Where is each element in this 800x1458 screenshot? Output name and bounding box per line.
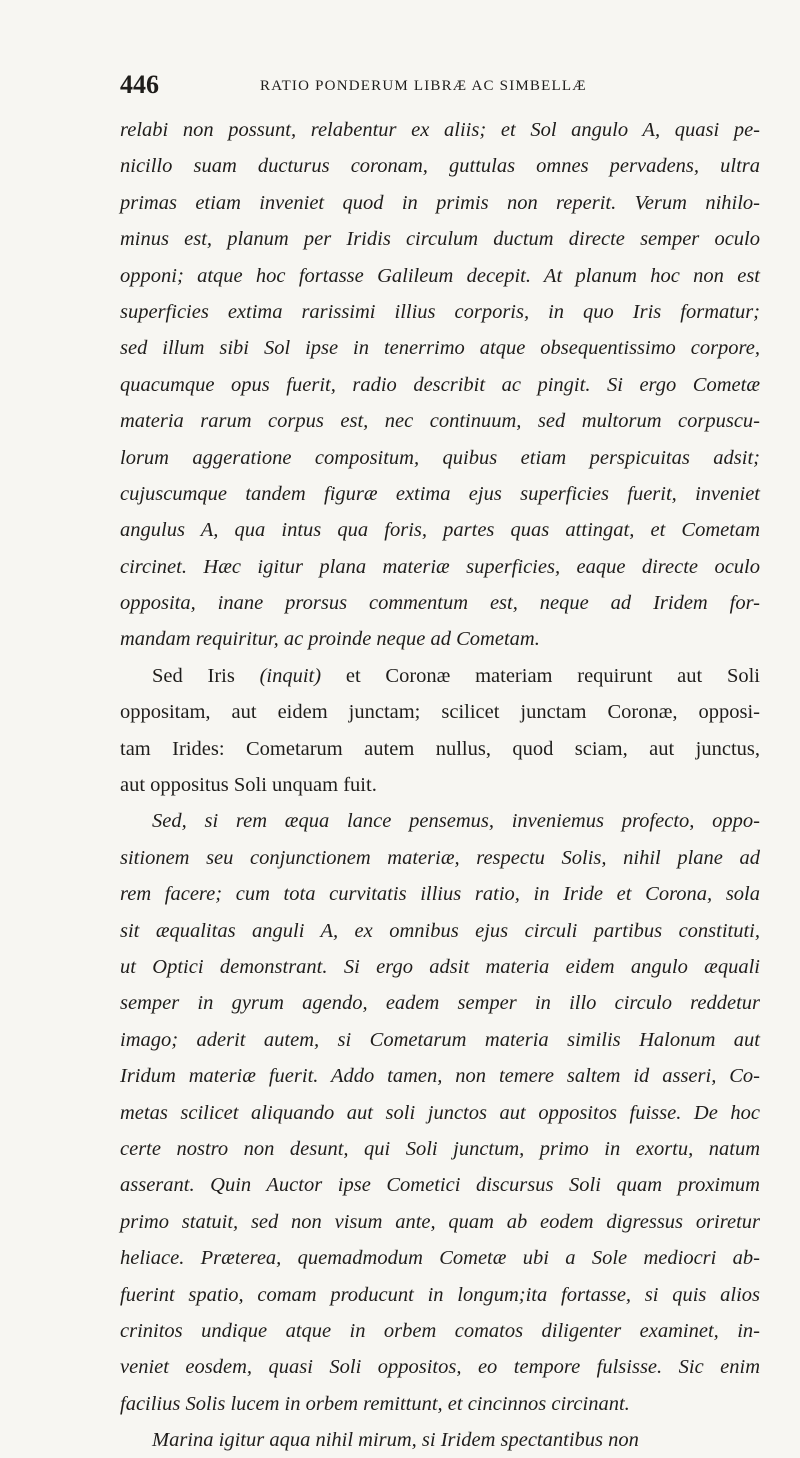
- text-line: crinitos undique atque in orbem comatos diligenter examinet, in-: [120, 1319, 760, 1342]
- text-line: oppositam, aut eidem junctam; scilicet junctam Coronæ, opposi-: [120, 701, 760, 724]
- text-line: ut Optici demonstrant. Si ergo adsit materia eidem angulo æquali: [120, 955, 760, 978]
- text-line: angulus A, qua intus qua foris, partes quas attingat, et Cometam: [120, 519, 760, 542]
- body-text: [120, 112, 760, 1458]
- page-header: [120, 70, 760, 102]
- text-line: aut oppositus Soli unquam fuit.: [120, 774, 377, 797]
- text-line: heliace. Præterea, quemadmodum Cometæ ubi a Sole mediocri ab-: [120, 1247, 760, 1270]
- text-line: nicillo suam ducturus coronam, guttulas omnes pervadens, ultra: [120, 155, 760, 178]
- text-line: Iridum materiæ fuerit. Addo tamen, non temere saltem id asseri, Co-: [120, 1065, 760, 1088]
- text-line: circinet. Hæc igitur plana materiæ superficies, eaque directe oculo: [120, 555, 760, 578]
- text-span: (inquit): [259, 664, 322, 687]
- text-line: metas scilicet aliquando aut soli junctos aut oppositos fuisse. De hoc: [120, 1101, 760, 1124]
- text-line: semper in gyrum agendo, eadem semper in illo circulo reddetur: [120, 992, 760, 1015]
- text-line: mandam requiritur, ac proinde neque ad Cometam.: [120, 628, 540, 651]
- text-line: minus est, planum per Iridis circulum ductum directe semper oculo: [120, 228, 760, 251]
- text-line: veniet eosdem, quasi Soli oppositos, eo tempore fulsisse. Sic enim: [120, 1356, 760, 1379]
- text-line: primo statuit, sed non visum ante, quam ab eodem digressus oriretur: [120, 1210, 760, 1233]
- text-line: primas etiam inveniet quod in primis non reperit. Verum nihilo-: [120, 191, 760, 214]
- text-line: rem facere; cum tota curvitatis illius ratio, in Iride et Corona, sola: [120, 883, 760, 906]
- text-line: cujuscumque tandem figuræ extima ejus superficies fuerit, inveniet: [120, 482, 760, 505]
- text-line: certe nostro non desunt, qui Soli junctum, primo in exortu, natum: [120, 1137, 760, 1160]
- text-line: fuerint spatio, comam producunt in longum;ita fortasse, si quis alios: [120, 1283, 760, 1306]
- text-line: sitionem seu conjunctionem materiæ, respectu Solis, nihil plane ad: [120, 846, 760, 869]
- text-line: asserant. Quin Auctor ipse Cometici discursus Soli quam proximum: [120, 1174, 760, 1197]
- text-line: opponi; atque hoc fortasse Galileum decepit. At planum hoc non est: [120, 264, 760, 287]
- text-line: facilius Solis lucem in orbem remittunt, et cincinnos circinant.: [120, 1392, 630, 1415]
- text-line: [120, 658, 760, 694]
- text-line: tam Irides: Cometarum autem nullus, quod sciam, aut junctus,: [120, 737, 760, 760]
- text-line: Marina igitur aqua nihil mirum, si Iridem spectantibus non: [152, 1429, 639, 1452]
- text-line: quacumque opus fuerit, radio describit ac pingit. Si ergo Cometæ: [120, 373, 760, 396]
- text-line: sed illum sibi Sol ipse in tenerrimo atque obsequentissimo corpore,: [120, 337, 760, 360]
- text-line: imago; aderit autem, si Cometarum materia similis Halonum aut: [120, 1028, 760, 1051]
- text-line: materia rarum corpus est, nec continuum, sed multorum corpuscu-: [120, 410, 760, 433]
- text-line: relabi non possunt, relabentur ex aliis; et Sol angulo A, quasi pe-: [120, 119, 760, 141]
- text-line: sit æqualitas anguli A, ex omnibus ejus circuli partibus constituti,: [120, 919, 760, 942]
- running-head: RATIO PONDERUM LIBRÆ AC SIMBELLÆ: [260, 78, 587, 94]
- text-line: lorum aggeratione compositum, quibus etiam perspicuitas adsit;: [120, 446, 760, 469]
- text-span: Sed Iris: [152, 664, 260, 687]
- page-number: 446: [120, 70, 159, 99]
- text-line: opposita, inane prorsus commentum est, neque ad Iridem for-: [120, 592, 760, 615]
- text-span: et Coronæ materiam requirunt aut Soli: [321, 664, 760, 687]
- text-line: Sed, si rem æqua lance pensemus, inveniemus profecto, oppo-: [152, 810, 760, 833]
- text-line: superficies extima rarissimi illius corporis, in quo Iris formatur;: [120, 300, 760, 323]
